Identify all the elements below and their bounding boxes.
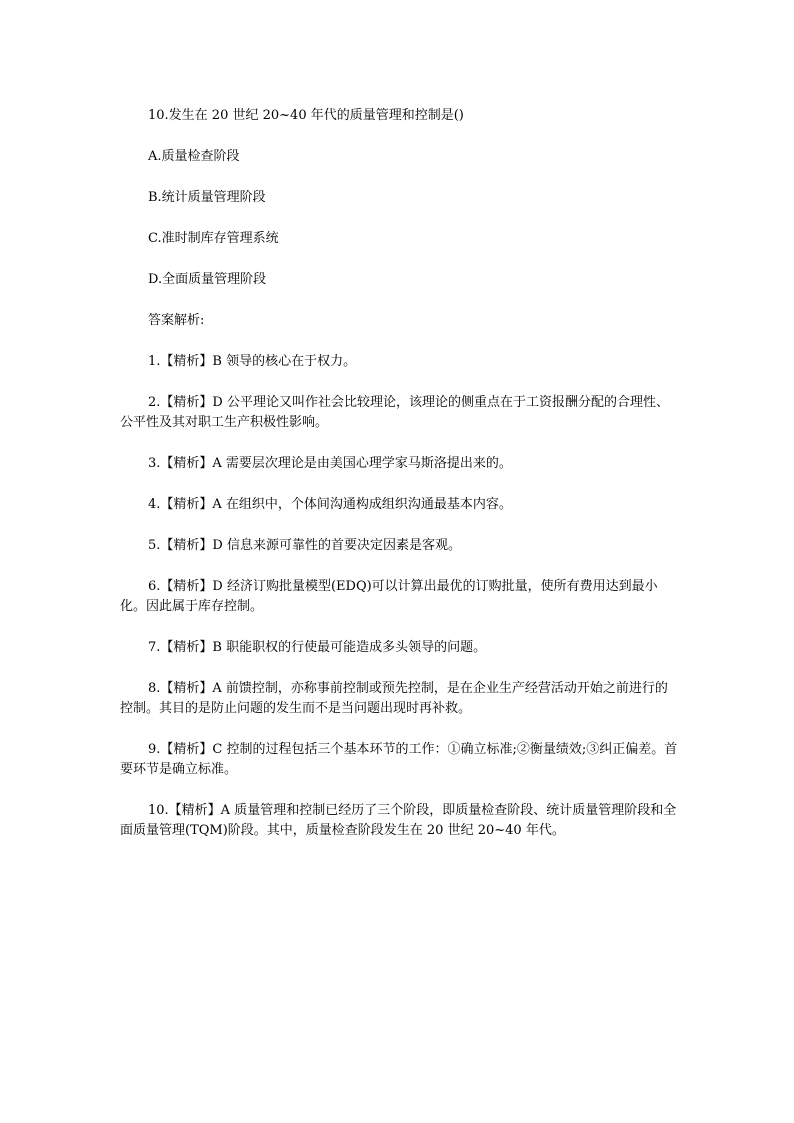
answer-8: 8.【精析】A 前馈控制，亦称事前控制或预先控制，是在企业生产经营活动开始之前进行的控制。其目的是防止问题的发生而不是当问题出现时再补救。 bbox=[120, 681, 668, 716]
question-stem: 10.发生在 20 世纪 20~40 年代的质量管理和控制是() bbox=[148, 108, 464, 123]
option-d: D.全面质量管理阶段 bbox=[148, 272, 267, 287]
answer-6: 6.【精析】D 经济订购批量模型(EDQ)可以计算出最优的订购批量，使所有费用达到最小化。因此属于库存控制。 bbox=[120, 579, 658, 614]
answer-header: 答案解析: bbox=[148, 313, 205, 328]
answer-7: 7.【精析】B 职能职权的行使最可能造成多头领导的问题。 bbox=[148, 640, 487, 655]
answer-5: 5.【精析】D 信息来源可靠性的首要决定因素是客观。 bbox=[148, 538, 461, 553]
document-page bbox=[120, 106, 680, 862]
answer-9: 9.【精析】C 控制的过程包括三个基本环节的工作：①确立标准;②衡量绩效;③纠正偏差。首要环节是确立标准。 bbox=[120, 742, 678, 777]
option-b: B.统计质量管理阶段 bbox=[148, 190, 266, 205]
option-c: C.准时制库存管理系统 bbox=[148, 231, 279, 246]
answer-1: 1.【精析】B 领导的核心在于权力。 bbox=[148, 354, 357, 369]
answer-3: 3.【精析】A 需要层次理论是由美国心理学家马斯洛提出来的。 bbox=[148, 456, 512, 471]
answer-10: 10.【精析】A 质量管理和控制已经历了三个阶段，即质量检查阶段、统计质量管理阶段和全面质量管理(TQM)阶段。其中，质量检查阶段发生在 20 世纪 20~40 年代。 bbox=[120, 803, 677, 838]
option-a: A.质量检查阶段 bbox=[148, 149, 240, 164]
answer-2: 2.【精析】D 公平理论又叫作社会比较理论，该理论的侧重点在于工资报酬分配的合理性、公平性及其对职工生产积极性影响。 bbox=[120, 395, 669, 430]
answer-4: 4.【精析】A 在组织中，个体间沟通构成组织沟通最基本内容。 bbox=[148, 497, 512, 512]
